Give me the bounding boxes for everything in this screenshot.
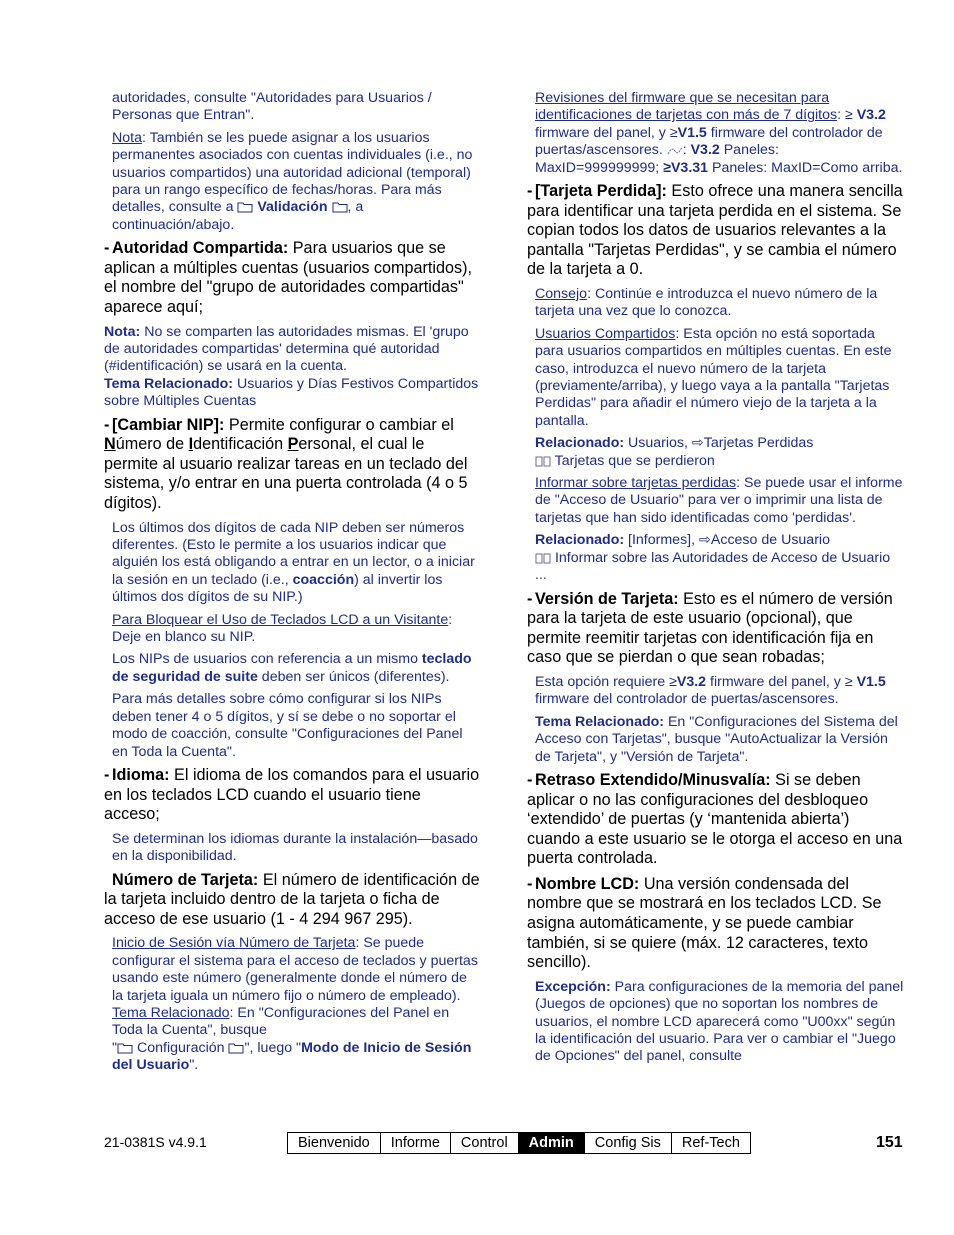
field-heading: Número de Tarjeta:: [112, 870, 259, 889]
document-id: 21-0381S v4.9.1: [104, 1134, 207, 1150]
note-languages: [112, 831, 480, 866]
related-label: Tema Relacionado:: [535, 713, 665, 730]
note-link[interactable]: Inicio de Sesión vía Número de Tarjeta: [112, 935, 356, 952]
field-text: Esto es el número de versión para la tarjeta de este usuario (opcional), que permite reemitir tarjetas con identificación fija en caso que se pierdan o que sean robadas;: [527, 589, 893, 667]
field-language: - Idioma: El idioma de los comandos para el usuario en los teclados LCD cuando el usuario tiene acceso;: [104, 765, 480, 824]
field-text: Para usuarios que se aplican a múltiples cuentas (usuarios compartidos), el nombre del "grupo de autoridades compartidas" aparece aquí;: [104, 239, 472, 317]
field-text: El idioma de los comandos para el usuario en los teclados LCD cuando el usuario tiene acceso;: [104, 765, 480, 824]
note-bold: teclado de seguridad de suite: [112, 651, 472, 685]
folder-icon: [117, 1041, 133, 1054]
note-card-login: [112, 935, 480, 1074]
version-label: V3.2: [690, 142, 720, 159]
related-label: Relacionado:: [535, 532, 625, 549]
acronym-letter: P: [287, 435, 299, 454]
note-text: , a continuación/abajo.: [112, 199, 364, 233]
field-lost-card: - [Tarjeta Perdida]: Esto ofrece una manera sencilla para identificar una tarjeta perdida en el sistema. Se copian todos los datos de usuarios relevantes a la pantalla "Tarjetas Perdidas", y se cambia el número de la tarjeta a 0.: [527, 182, 903, 279]
note-related-access: [535, 532, 905, 584]
note-text: Para configuraciones de la memoria del panel (Juegos de opciones) que no soportan los nombres de usuarios, el nombre LCD aparecerá como "U00xx" según la identificación del usuario. Para ver o cambiar el "Juego de Opciones" del panel, consulte: [535, 978, 904, 1065]
note-shared-authority: [104, 324, 480, 411]
note-text: Los últimos dos dígitos de cada NIP deben ser números diferentes. (Esto le permite a los usuarios indicar que alguién los está obligando a entrar en un lector, o a iniciar la sesión en un teclado (i.e.,: [112, 519, 475, 588]
note-link[interactable]: Informar sobre tarjetas perdidas: [535, 475, 737, 492]
related-label: Relacionado:: [535, 435, 625, 452]
folder-icon: [237, 200, 253, 213]
right-column: [527, 90, 905, 1071]
page-number: 151: [876, 1134, 903, 1151]
field-text: úmero de: [115, 435, 189, 454]
note-text: : ≥: [837, 107, 857, 124]
tab-informe[interactable]: Informe: [381, 1133, 451, 1153]
note-text: firmware del controlador de puertas/ascensores.: [535, 691, 839, 708]
note-text: firmware del controlador de puertas/ascensores.: [535, 124, 883, 159]
field-card-version: - Versión de Tarjeta: Esto es el número de versión para la tarjeta de este usuario (opcional), que permite reemitir tarjetas con identificación fija en caso que se pierdan o que sean robadas;: [527, 589, 893, 667]
related-text: En "Configuraciones del Sistema del Acceso con Tarjetas", busque "AutoActualizar la Versión de Tarjeta", y "Versión de Tarjeta".: [535, 713, 898, 765]
field-text: Una versión condensada del nombre que se mostrará en los teclados LCD. Se asigna automáticamente, y se puede cambiar también, si se quiere (máx. 12 caracteres, texto sencillo).: [527, 874, 882, 972]
note-text: : Deje en blanco su NIP.: [112, 611, 453, 646]
left-column: [104, 90, 480, 1080]
note-bold: coacción: [292, 571, 355, 588]
acronym-letter: N: [104, 435, 116, 454]
note-pin-digits: [112, 520, 480, 607]
note-text: : Continúe e introduzca el nuevo número de la tarjeta una vez que lo conozca.: [535, 286, 878, 320]
related-text[interactable]: Tarjetas que se perdieron: [551, 452, 715, 469]
note-text: Los NIPs de usuarios con referencia a un mismo: [112, 651, 422, 668]
version-label: V1.5: [677, 124, 707, 141]
note-firmware: [535, 90, 905, 177]
note-pin-config: [112, 691, 480, 761]
tab-ref-tech[interactable]: Ref-Tech: [681, 1135, 740, 1151]
tab-config-sis[interactable]: Config Sis: [585, 1133, 672, 1153]
book-icon: [535, 455, 551, 467]
note-text: : Esta opción no está soportada para usuarios compartidos en múltiples cuentas. En este caso, introduzca el nuevo número de la tarjeta (previamente/arriba), y luego vaya a la pantalla "Tarjetas Perdidas" para añadir el número viejo de la tarjeta a la pantalla.: [535, 325, 892, 429]
note-text: : También se les puede asignar a los usuarios permanentes asociados con cuentas individuales (i.e., no usuarios compartidos) una autoridad adicional (temporal) para un rango específico de fechas/horas. Para más detalles, consulte a: [112, 129, 473, 216]
section-tabs: [287, 1132, 751, 1154]
version-label: ≥V3.31: [663, 159, 709, 176]
field-text: El número de identificación de la tarjeta incluido dentro de la tarjeta o ficha de acceso de ese usuario (1 - 4 294 967 295).: [104, 870, 480, 928]
note-label: Excepción:: [535, 978, 611, 995]
note-text: Esta opción requiere ≥: [535, 673, 677, 690]
field-change-pin: - [Cambiar NIP]: Permite configurar o cambiar el Número de Identificación Personal, el cual le permite al usuario realizar tareas en un teclado del sistema, y/o entrar en una puerta controlada (4 o 5 dígitos).: [104, 415, 468, 513]
field-heading: [Tarjeta Perdida]:: [535, 182, 667, 201]
related-label: Tema Relacionado:: [104, 375, 234, 392]
version-label: V3.2: [676, 673, 707, 690]
related-text[interactable]: [Informes], ⇨Acceso de Usuario: [624, 532, 830, 549]
note-link[interactable]: Tema Relacionado: [112, 1004, 230, 1021]
validation-link[interactable]: Validación: [257, 199, 328, 216]
note-text: Se determinan los idiomas durante la instalación—basado en la disponibilidad.: [112, 830, 478, 865]
note-link[interactable]: Usuarios Compartidos: [535, 325, 676, 342]
note-text: firmware del panel, y ≥: [535, 124, 678, 141]
note-suite-keypad: [112, 651, 480, 686]
note-text: : En "Configuraciones del Panel en Toda la Cuenta", busque: [112, 1004, 450, 1039]
note-link[interactable]: Para Bloquear el Uso de Teclados LCD a un Visitante: [112, 611, 449, 628]
note-text: ": [112, 1039, 118, 1056]
field-heading: Retraso Extendido/Minusvalía:: [535, 770, 771, 789]
note-text: Paneles: MaxID=999999999;: [535, 142, 779, 176]
note-text: No se comparten las autoridades mismas. El 'grupo de autoridades compartidas' determina qué autoridad (#identificación) se usará en la cuenta.: [104, 323, 469, 375]
note-tip: [535, 286, 905, 321]
note-text: deben ser únicos (diferentes).: [257, 668, 450, 685]
note-report-lost: [535, 475, 905, 527]
folder-icon: [332, 200, 348, 213]
note-text: ", luego ": [244, 1039, 302, 1056]
field-text: Esto ofrece una manera sencilla para identificar una tarjeta perdida en el sistema. Se copian todos los datos de usuarios relevantes a la pantalla "Tarjetas Perdidas", y se cambia el número de la tarjeta a 0.: [527, 182, 903, 279]
version-label: V1.5: [856, 673, 886, 690]
field-text: ersonal, el cual le permite al usuario realizar tareas en un teclado del sistema, y/o entrar en una puerta controlada (4 o 5 dígitos).: [104, 435, 468, 513]
note-text: Configuración: [133, 1039, 229, 1056]
field-heading: Autoridad Compartida:: [112, 239, 289, 258]
field-heading: Versión de Tarjeta:: [535, 589, 679, 608]
field-text: Si se deben aplicar o no las configuraciones del desbloqueo ‘extendido’ de puertas (y ‘mantenida abierta’) cuando a este usuario se le otorga el acceso en una puerta controlada.: [527, 770, 903, 868]
related-text[interactable]: Informar sobre las Autoridades de Acceso de Usuario ...: [535, 549, 891, 584]
note-text: firmware del panel, y ≥: [706, 673, 857, 690]
note-link[interactable]: Revisiones del firmware que se necesitan para identificaciones de tarjetas con más de 7 dígitos: [535, 90, 838, 124]
field-heading: [Cambiar NIP]:: [112, 415, 225, 434]
tab-control[interactable]: Control: [451, 1133, 519, 1153]
book-icon: [535, 552, 551, 564]
folder-icon: [228, 1041, 244, 1054]
acronym-letter: I: [188, 435, 194, 454]
note-related-lost: [535, 435, 905, 470]
note-link[interactable]: Consejo: [535, 286, 588, 302]
field-text: Permite configurar o cambiar el: [224, 415, 454, 434]
note-version-firmware: [535, 674, 905, 709]
note-text: Paneles: MaxID=Como arriba.: [708, 159, 903, 176]
field-heading: Nombre LCD:: [535, 874, 640, 893]
note-text: ) al invertir los últimos dos dígitos de su NIP.): [112, 571, 443, 606]
version-label: V3.2: [856, 107, 886, 124]
field-card-number: [104, 871, 480, 930]
note-text: Para más detalles sobre cómo configurar si los NIPs deben tener 4 o 5 dígitos, y sí se debe o no soportar el modo de coacción, consulte "Configuraciones del Panel en Toda la Cuenta".: [112, 691, 463, 760]
note-text: : Se puede configurar el sistema para el acceso de teclados y puertas usando este número (generalmente donde el número de la tarjeta iguala un número fijo o número de empleado).: [112, 935, 478, 1004]
note-lcd-visitor: [112, 612, 480, 647]
note-text: :: [682, 142, 691, 159]
field-shared-authority: - Autoridad Compartida: Para usuarios que se aplican a múltiples cuentas (usuarios compartidos), el nombre del "grupo de autoridades compartidas" aparece aquí;: [104, 239, 472, 317]
field-extended-delay: - Retraso Extendido/Minusvalía: Si se deben aplicar o no las configuraciones del desbloqueo ‘extendido’ de puertas (y ‘mantenida abierta’) cuando a este usuario se le otorga el acceso en una puerta controlada.: [527, 770, 903, 868]
field-heading: Idioma:: [112, 765, 170, 784]
note-text: ".: [189, 1057, 199, 1074]
note-link[interactable]: Nota: [112, 129, 142, 146]
note-related-version: [535, 714, 905, 766]
note-text: autoridades, consulte "Autoridades para Usuarios / Personas que Entran".: [112, 90, 432, 124]
tab-bienvenido[interactable]: Bienvenido: [288, 1133, 381, 1153]
tab-admin[interactable]: Admin: [519, 1133, 585, 1153]
related-text: Usuarios y Días Festivos Compartidos sobre Múltiples Cuentas: [104, 375, 479, 410]
note-exception: [535, 979, 905, 1066]
related-text[interactable]: Usuarios, ⇨Tarjetas Perdidas: [624, 435, 814, 452]
note-text: : Se puede usar el informe de "Acceso de Usuario" para ver o imprimir una lista de tarjetas que han sido identificadas como 'perdidas'.: [535, 475, 903, 526]
field-text: dentificación: [193, 435, 288, 454]
note-shared-users: [535, 326, 905, 430]
note-bold: Modo de Inicio de Sesión del Usuario: [112, 1039, 472, 1074]
field-lcd-name: - Nombre LCD: Una versión condensada del nombre que se mostrará en los teclados LCD. Se asigna automáticamente, y se puede cambiar también, si se quiere (máx. 12 caracteres, texto sencillo).: [527, 874, 882, 972]
pen-icon: [667, 144, 683, 156]
note-temporary-authority: [112, 130, 480, 234]
note-label: Nota:: [104, 323, 141, 340]
note-authorities: [112, 90, 480, 125]
